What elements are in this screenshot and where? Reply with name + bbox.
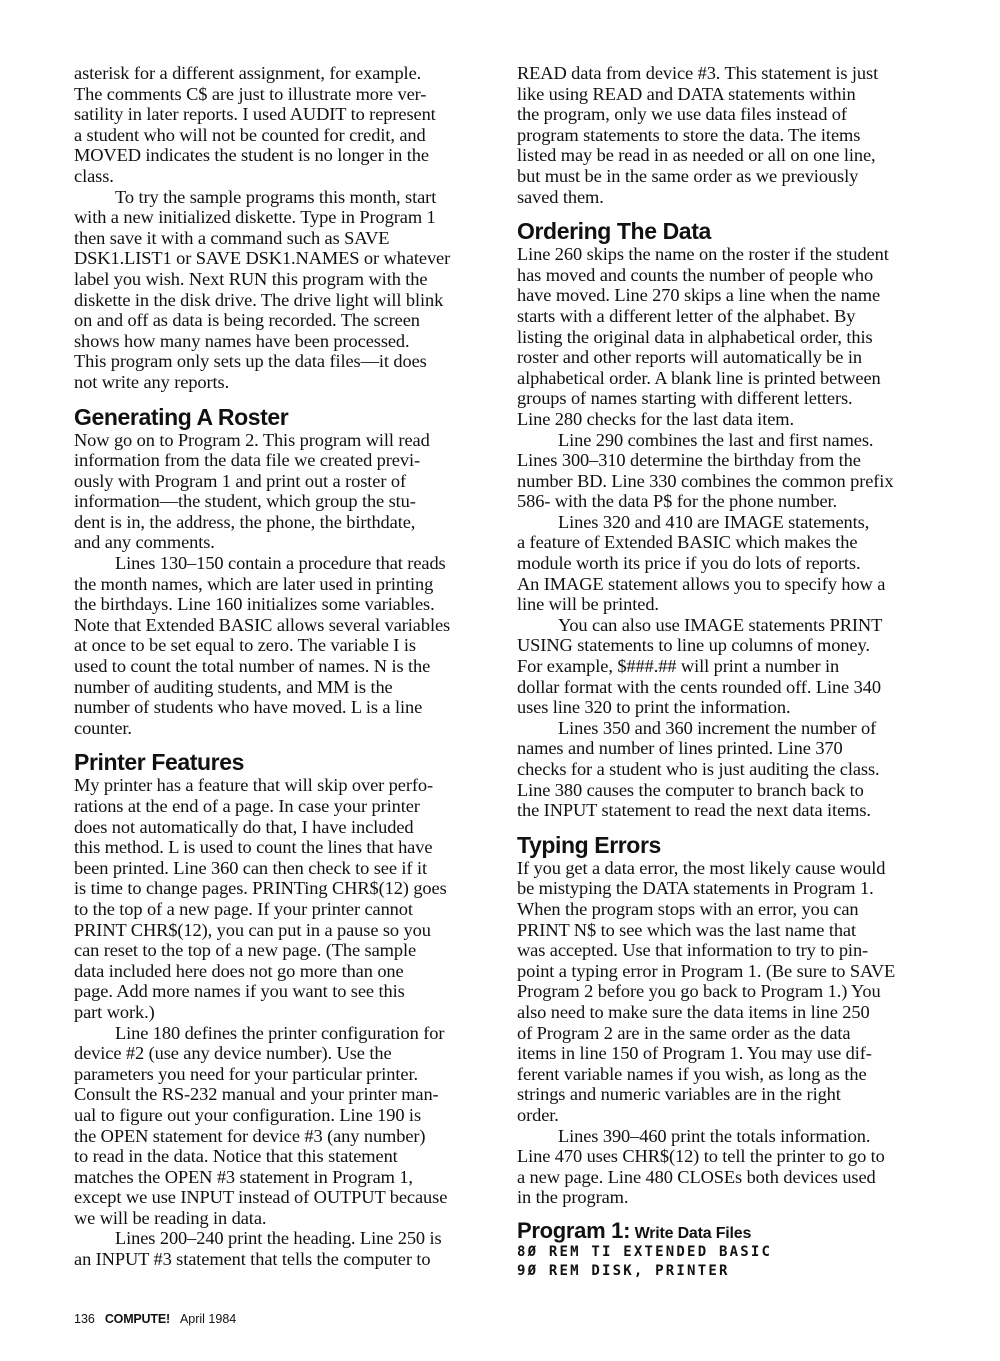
program-listing-title [517,1219,949,1243]
text-line: 586- with the data P$ for the phone number. [517,491,838,512]
text-line: Line 280 checks for the last data item. [517,408,794,429]
text-line: Program 2 before you go back to Program 1.) You [517,981,881,1002]
text-line: uses line 320 to print the information. [517,697,791,718]
code-line: 9Ø REM DISK, PRINTER [517,1262,730,1279]
text-line: except we use INPUT instead of OUTPUT because [74,1187,448,1208]
text-line: starts with a different letter of the alphabet. By [517,305,856,326]
text-line: My printer has a feature that will skip over perfo- [74,775,434,796]
paragraph-sample-programs [74,187,504,393]
paragraph-variables [74,553,504,738]
page-number: 136 [74,1312,95,1326]
text-line: of Program 2 are in the same order as the data [517,1022,851,1043]
section-heading-typing: Typing Errors [517,831,661,858]
text-line: READ data from device #3. This statement is just [517,63,879,83]
text-line: is time to change pages. PRINTing CHR$(12) goes [74,878,447,899]
page-footer [74,1312,236,1326]
text-line: line will be printed. [517,594,659,615]
text-line: the month names, which are later used in printing [74,573,434,594]
paragraph-assignment [74,63,504,187]
text-line: Line 290 combines the last and first names. [558,429,874,450]
text-line: If you get a data error, the most likely cause would [517,857,886,878]
text-line: have moved. Line 270 skips a line when the name [517,285,881,306]
text-line: matches the OPEN #3 statement in Program 1, [74,1166,413,1187]
issue-date: April 1984 [179,1312,237,1326]
text-line: the INPUT statement to read the next data items. [517,800,871,821]
text-line: This program only sets up the data files—it does [74,351,427,372]
text-line: order. [517,1104,559,1125]
text-line: number of auditing students, and MM is the [74,676,393,697]
paragraph-increment [517,718,949,821]
text-line: like using READ and DATA statements within [517,83,856,104]
text-line: listed may be read in as needed or all on one line, [517,145,876,166]
text-line: items in line 150 of Program 1. You may use dif- [517,1043,872,1064]
program-number: Program 1: [517,1217,631,1243]
paragraph-image [517,512,949,615]
text-line: PRINT CHR$(12), you can put in a pause so you [74,919,431,940]
code-line: 8Ø REM TI EXTENDED BASIC [517,1243,773,1260]
section-heading-ordering: Ordering The Data [517,218,711,245]
text-line: a student who will not be counted for credit, and [74,124,426,145]
text-line: information from the data file we created previ- [74,450,420,471]
text-line: point a typing error in Program 1. (Be sure to SAVE [517,960,896,981]
text-line: Lines 350 and 360 increment the number of [558,717,877,738]
text-line: Lines 130–150 contain a procedure that reads [115,553,446,574]
text-line: an INPUT #3 statement that tells the computer to [74,1249,431,1270]
text-line: alphabetical order. A blank line is printed between [517,367,881,388]
text-line: groups of names starting with different letters. [517,388,853,409]
text-line: on and off as data is being recorded. The screen [74,310,420,331]
text-line: the birthdays. Line 160 initializes some variables. [74,594,435,615]
text-line: listing the original data in alphabetical order, this [517,326,873,347]
text-line: Line 380 causes the computer to branch back to [517,779,864,800]
text-line: was accepted. Use that information to try to pin- [517,940,869,961]
text-line: parameters you need for your particular printer. [74,1063,418,1084]
text-line: Lines 200–240 print the heading. Line 250 is [115,1228,442,1249]
text-line: not write any reports. [74,371,230,392]
text-line: To try the sample programs this month, start [115,186,437,207]
text-line: Note that Extended BASIC allows several variables [74,614,451,635]
text-line: satility in later reports. I used AUDIT to represent [74,104,436,125]
text-line: DSK1.LIST1 or SAVE DSK1.NAMES or whatever [74,248,451,269]
text-line: Lines 300–310 determine the birthday from the [517,450,861,471]
text-line: ual to figure out your configuration. Line 190 is [74,1104,422,1125]
paragraph-heading-lines [74,1228,504,1269]
text-line: ferent variable names if you wish, as long as the [517,1063,867,1084]
text-line: to read in the data. Notice that this statement [74,1146,398,1167]
text-line: The comments C$ are just to illustrate more ver- [74,83,427,104]
text-line: has moved and counts the number of people who [517,264,874,285]
text-line: a feature of Extended BASIC which makes the [517,532,858,553]
text-line: part work.) [74,1001,155,1022]
text-line: strings and numeric variables are in the right [517,1084,841,1105]
text-line: number BD. Line 330 combines the common prefix [517,470,894,491]
text-line: shows how many names have been processed. [74,330,410,351]
paragraph-totals [517,1126,949,1208]
text-line: but must be in the same order as we previously [517,165,859,186]
text-line: When the program stops with an error, you can [517,898,859,919]
text-line: to the top of a new page. If your printer cannot [74,898,413,919]
text-line: page. Add more names if you want to see this [74,981,405,1002]
program-subtitle: Write Data Files [634,1224,752,1242]
text-line: USING statements to line up columns of money. [517,635,870,656]
program-code-listing [517,1243,949,1281]
section-heading-printer: Printer Features [74,749,244,776]
text-line: this method. L is used to count the lines that have [74,837,433,858]
paragraph-read-data [517,63,949,207]
text-line: diskette in the disk drive. The drive light will blink [74,289,444,310]
text-line: used to count the total number of names. N is the [74,656,431,677]
text-line: You can also use IMAGE statements PRINT [558,614,883,635]
text-line: can reset to the top of a new page. (The sample [74,940,417,961]
text-line: Lines 320 and 410 are IMAGE statements, [558,511,870,532]
paragraph-printer [74,775,504,1022]
magazine-name: COMPUTE! [104,1312,170,1326]
text-line: For example, $###.## will print a number in [517,656,840,677]
left-column [74,63,504,1270]
text-line: dent is in, the address, the phone, the birthdate, [74,511,416,532]
section-heading-roster: Generating A Roster [74,403,289,430]
text-line: rations at the end of a page. In case your printer [74,796,420,816]
text-line: MOVED indicates the student is no longer in the [74,145,429,166]
text-line: then save it with a command such as SAVE [74,227,390,248]
paragraph-roster [74,430,504,554]
paragraph-typing [517,858,949,1126]
text-line: asterisk for a different assignment, for example. [74,63,422,83]
text-line: also need to make sure the data items in line 250 [517,1001,870,1022]
text-line: roster and other reports will automatically be in [517,347,862,368]
paragraph-ordering [517,244,949,429]
text-line: ously with Program 1 and print out a roster of [74,470,406,491]
text-line: a new page. Line 480 CLOSEs both devices used [517,1166,876,1187]
text-line: PRINT N$ to see which was the last name that [517,919,856,940]
paragraph-names [517,430,949,512]
text-line: the program, only we use data files instead of [517,104,847,125]
text-line: saved them. [517,186,604,207]
text-line: at once to be set equal to zero. The variable I is [74,635,416,656]
text-line: counter. [74,717,132,738]
text-line: Line 260 skips the name on the roster if the student [517,244,889,265]
right-column [517,63,949,1281]
text-line: module worth its price if you do lots of reports. [517,553,861,574]
text-line: number of students who have moved. L is a line [74,697,423,718]
paragraph-config [74,1023,504,1229]
text-line: device #2 (use any device number). Use the [74,1043,392,1064]
text-line: does not automatically do that, I have included [74,816,414,837]
paragraph-print-using [517,615,949,718]
text-line: be mistyping the DATA statements in Program 1. [517,878,874,899]
text-line: been printed. Line 360 can then check to see if it [74,857,427,878]
text-line: with a new initialized diskette. Type in Program 1 [74,207,436,228]
text-line: information—the student, which group the stu- [74,491,416,512]
text-line: we will be reading in data. [74,1207,267,1228]
text-line: checks for a student who is just auditing the class. [517,759,880,779]
text-line: and any comments. [74,532,215,553]
text-line: Now go on to Program 2. This program will read [74,429,430,450]
text-line: Lines 390–460 print the totals information. [558,1125,871,1146]
text-line: label you wish. Next RUN this program with the [74,268,428,289]
text-line: Line 470 uses CHR$(12) to tell the printer to go to [517,1146,885,1167]
text-line: Line 180 defines the printer configuration for [115,1022,445,1043]
text-line: data included here does not go more than one [74,960,404,981]
text-line: Consult the RS-232 manual and your printer man- [74,1084,439,1105]
text-line: program statements to store the data. The items [517,124,861,145]
text-line: the OPEN statement for device #3 (any number) [74,1125,426,1146]
text-line: class. [74,165,114,186]
text-line: names and number of lines printed. Line 370 [517,738,843,759]
text-line: dollar format with the cents rounded off. Line 340 [517,676,881,697]
text-line: in the program. [517,1187,629,1208]
text-line: An IMAGE statement allows you to specify how a [517,573,886,594]
